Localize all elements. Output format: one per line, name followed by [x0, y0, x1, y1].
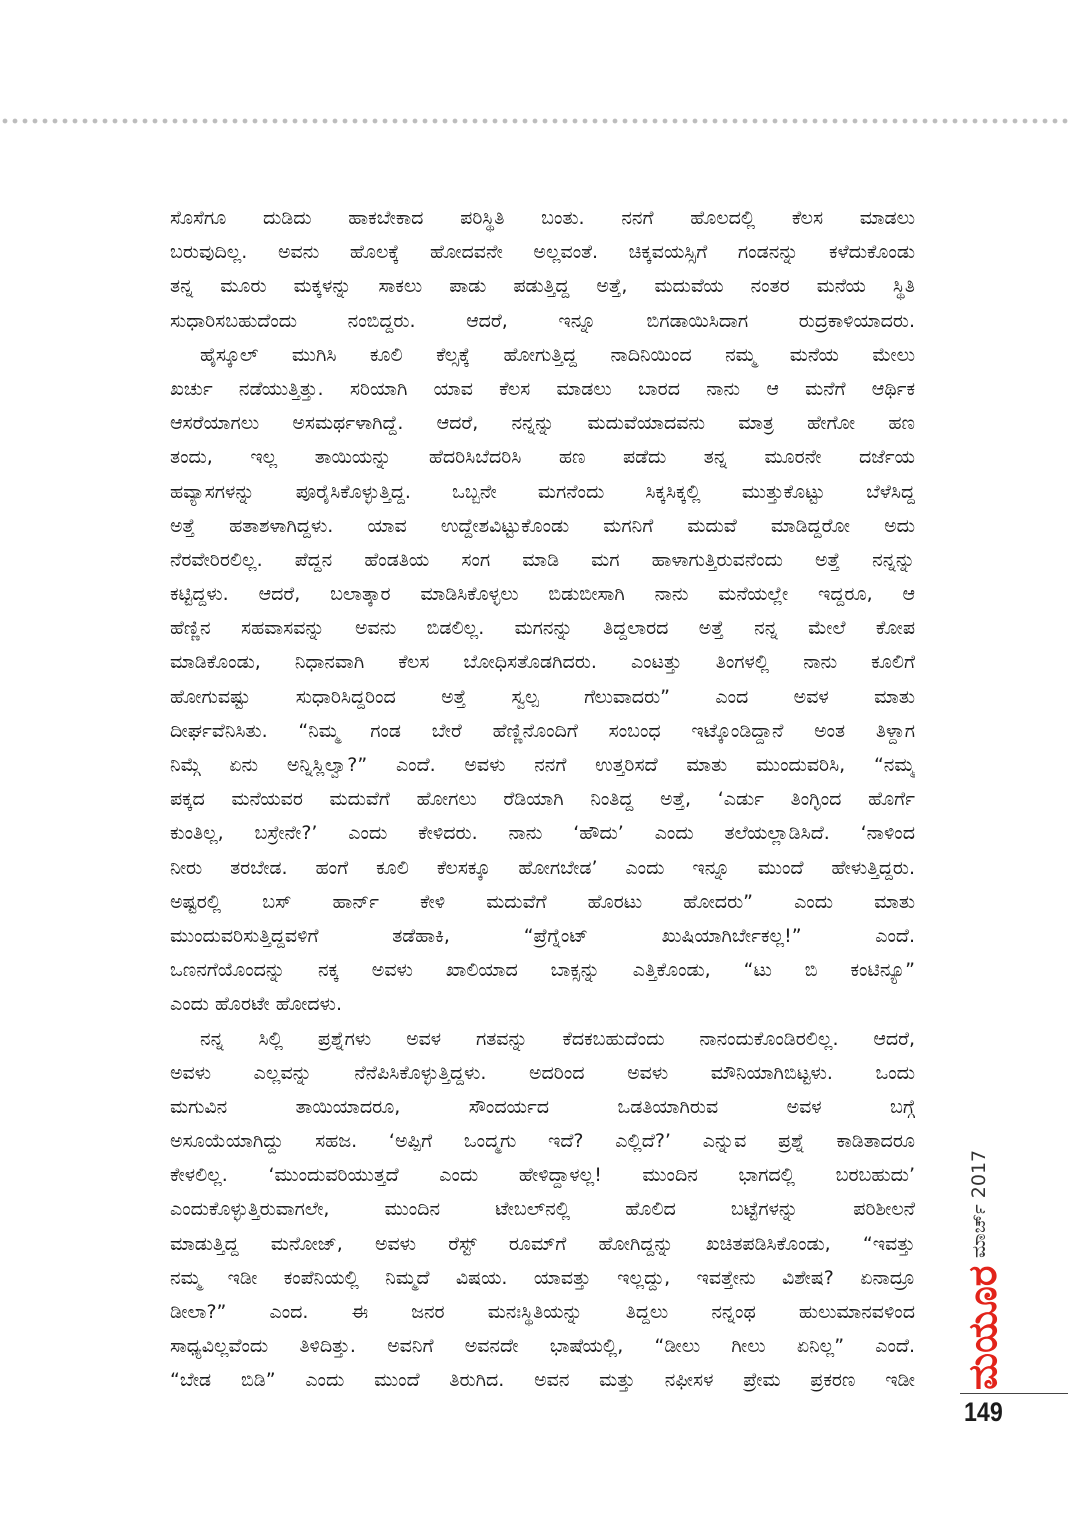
text-line: ಪಕ್ಕದ ಮನೆಯವರ ಮದುವೆಗೆ ಹೋಗಲು ರೆಡಿಯಾಗಿ ನಿಂತಿದ್ದ ಅತ್ತೆ, ‘ಎರ್ಡು ತಿಂಗ್ಳಿಂದ ಹೊರ್ಗೆ: [170, 788, 915, 811]
text-line: ದೀರ್ಘವೆನಿಸಿತು. “ನಿಮ್ಮ ಗಂಡ ಬೇರೆ ಹೆಣ್ಣಿನೊಂದಿಗೆ ಸಂಬಂಧ ಇಟ್ಕೊಂಡಿದ್ದಾನೆ ಅಂತ ತಿಳ್ದಾಗ: [170, 719, 915, 742]
text-line: ಒಣನಗೆಯೊಂದನ್ನು ನಕ್ಕ ಅವಳು ಖಾಲಿಯಾದ ಬಾಕ್ಸನ್ನು ಎತ್ತಿಕೊಂಡು, “ಟು ಬಿ ಕಂಟಿನ್ಯೂ”: [170, 959, 915, 982]
text-line: ಕೇಳಲಿಲ್ಲ. ‘ಮುಂದುವರಿಯುತ್ತದೆ ಎಂದು ಹೇಳಿದ್ದಾಳಲ್ಲ! ಮುಂದಿನ ಭಾಗದಲ್ಲಿ ಬರಬಹುದು’: [170, 1164, 915, 1187]
text-line: ಹವ್ಯಾಸಗಳನ್ನು ಪೂರೈಸಿಕೊಳ್ಳುತ್ತಿದ್ದ. ಒಬ್ಬನೇ ಮಗನೆಂದು ಸಿಕ್ಕಸಿಕ್ಕಲ್ಲಿ ಮುತ್ತುಕೊಟ್ಟು ಬೆಳೆಸಿದ್ದ: [170, 480, 915, 503]
text-line: ಮಗುವಿನ ತಾಯಿಯಾದರೂ, ಸೌಂದರ್ಯದ ಒಡತಿಯಾಗಿರುವ ಅವಳ ಬಗ್ಗೆ: [170, 1095, 915, 1118]
text-line: ಹೋಗುವಷ್ಟು ಸುಧಾರಿಸಿದ್ದರಿಂದ ಅತ್ತೆ ಸ್ವಲ್ಪ ಗೆಲುವಾದರು” ಎಂದ ಅವಳ ಮಾತು: [170, 685, 915, 708]
text-line: ಎಂದು ಹೊರಟೇ ಹೋದಳು.: [170, 993, 342, 1016]
text-line: ಹೆಣ್ಣಿನ ಸಹವಾಸವನ್ನು ಅವನು ಬಿಡಲಿಲ್ಲ. ಮಗನನ್ನು ತಿದ್ದಲಾರದ ಅತ್ತೆ ನನ್ನ ಮೇಲೆ ಕೋಪ: [170, 617, 915, 640]
text-line: ಅಸೂಯೆಯಾಗಿದ್ದು ಸಹಜ. ‘ಅಪ್ಪಿಗೆ ಒಂದ್ಮಗು ಇದೆ? ಎಲ್ಲಿದೆ?’ ಎನ್ನುವ ಪ್ರಶ್ನೆ ಕಾಡಿತಾದರೂ: [170, 1130, 915, 1153]
paragraph: [170, 1022, 915, 1398]
text-line: ಮಾಡುತ್ತಿದ್ದ ಮನೋಜ್, ಅವಳು ರೆಸ್ಟ್ ರೂಮ್‌ಗೆ ಹೋಗಿದ್ದನ್ನು ಖಚಿತಪಡಿಸಿಕೊಂಡು, “ಇವತ್ತು: [170, 1232, 915, 1255]
text-line: ಅವಳು ಎಲ್ಲವನ್ನು ನೆನೆಪಿಸಿಕೊಳ್ಳುತ್ತಿದ್ದಳು. ಅದರಿಂದ ಅವಳು ಮೌನಿಯಾಗಿಬಿಟ್ಟಳು. ಒಂದು: [170, 1061, 915, 1084]
text-line: ತಂದು, ಇಲ್ಲ ತಾಯಿಯನ್ನು ಹೆದರಿಸಿಬೆದರಿಸಿ ಹಣ ಪಡೆದು ತನ್ನ ಮೂರನೇ ದರ್ಜೆಯ: [170, 446, 915, 469]
issue-date: ಮಾರ್ಚ್ 2017: [968, 1149, 990, 1258]
text-line: ನಮ್ಮ ಇಡೀ ಕಂಪೆನಿಯಲ್ಲಿ ನಿಮ್ಮದೆ ವಿಷಯ. ಯಾವತ್ತು ಇಲ್ಲದ್ದು, ಇವತ್ತೇನು ವಿಶೇಷ? ಏನಾದ್ರೂ: [170, 1266, 915, 1289]
text-line: ಮುಂದುವರಿಸುತ್ತಿದ್ದವಳಿಗೆ ತಡೆಹಾಕಿ, “ಪ್ರೆಗ್ನೆಂಟ್ ಖುಷಿಯಾಗಿರ್ಬೇಕಲ್ಲ!” ಎಂದೆ.: [170, 924, 915, 947]
text-line: ಕುಂತಿಲ್ಲ, ಬಸ್ರೇನೇ?’ ಎಂದು ಕೇಳಿದರು. ನಾನು ‘ಹೌದು’ ಎಂದು ತಲೆಯಲ್ಲಾಡಿಸಿದೆ. ‘ನಾಳಿಂದ: [170, 822, 915, 845]
text-line: ಸುಧಾರಿಸಬಹುದೆಂದು ನಂಬಿದ್ದರು. ಆದರೆ, ಇನ್ನೂ ಬಿಗಡಾಯಿಸಿದಾಗ ರುದ್ರಕಾಳಿಯಾದರು.: [170, 309, 915, 332]
page-number-rule: [960, 1393, 1068, 1394]
text-line: ಖರ್ಚು ನಡೆಯುತ್ತಿತ್ತು. ಸರಿಯಾಗಿ ಯಾವ ಕೆಲಸ ಮಾಡಲು ಬಾರದ ನಾನು ಆ ಮನೆಗೆ ಆರ್ಥಿಕ: [170, 377, 915, 400]
paragraph: [170, 338, 915, 1022]
text-line: ಅಷ್ಟರಲ್ಲಿ ಬಸ್ ಹಾರ್ನ್ ಕೇಳಿ ಮದುವೆಗೆ ಹೊರಟು ಹೋದರು” ಎಂದು ಮಾತು: [170, 890, 915, 913]
text-line: ಮಾಡಿಕೊಂಡು, ನಿಧಾನವಾಗಿ ಕೆಲಸ ಬೋಧಿಸತೊಡಗಿದರು. ಎಂಟತ್ತು ತಿಂಗಳಲ್ಲಿ ನಾನು ಕೂಲಿಗೆ: [170, 651, 915, 674]
text-line: ನನ್ನ ಸಿಲ್ಲಿ ಪ್ರಶ್ನೆಗಳು ಅವಳ ಗತವನ್ನು ಕೆದಕಬಹುದೆಂದು ನಾನಂದುಕೊಂಡಿರಲಿಲ್ಲ. ಆದರೆ,: [200, 1027, 915, 1050]
text-line: ತನ್ನ ಮೂರು ಮಕ್ಕಳನ್ನು ಸಾಕಲು ಪಾಡು ಪಡುತ್ತಿದ್ದ ಅತ್ತೆ, ಮದುವೆಯ ನಂತರ ಮನೆಯ ಸ್ಥಿತಿ: [170, 275, 915, 298]
dotted-header-rule: [0, 118, 1072, 124]
text-line: ಹೈಸ್ಕೂಲ್ ಮುಗಿಸಿ ಕೂಲಿ ಕೆಲ್ಸಕ್ಕೆ ಹೋಗುತ್ತಿದ್ದ ನಾದಿನಿಯಿಂದ ನಮ್ಮ ಮನೆಯ ಮೇಲು: [200, 343, 915, 366]
text-line: ಎಂದುಕೊಳ್ಳುತ್ತಿರುವಾಗಲೇ, ಮುಂದಿನ ಟೇಬಲ್‌ನಲ್ಲಿ ಹೊಲಿದ ಬಟ್ಟೆಗಳನ್ನು ಪರಿಶೀಲನೆ: [170, 1198, 915, 1221]
paragraph: [170, 201, 915, 338]
text-line: ಡೀಲಾ?” ಎಂದ. ಈ ಜನರ ಮನಃಸ್ಥಿತಿಯನ್ನು ತಿದ್ದಲು ನನ್ನಂಥ ಹುಲುಮಾನವಳಿಂದ: [170, 1301, 915, 1323]
text-line: ಸಾಧ್ಯವಿಲ್ಲವೆಂದು ತಿಳಿದಿತ್ತು. ಅವನಿಗೆ ಅವನದೇ ಭಾಷೆಯಲ್ಲಿ, “ಡೀಲು ಗೀಲು ಏನಿಲ್ಲ” ಎಂದೆ.: [170, 1335, 915, 1358]
text-line: ನಿಮ್ಗೆ ಏನು ಅನ್ನಿಸ್ಲಿಲ್ವಾ?” ಎಂದೆ. ಅವಳು ನನಗೆ ಉತ್ತರಿಸದೆ ಮಾತು ಮುಂದುವರಿಸಿ, “ನಮ್ಮ: [170, 754, 915, 776]
text-line: ನೀರು ತರಬೇಡ. ಹಂಗೆ ಕೂಲಿ ಕೆಲಸಕ್ಕೂ ಹೋಗಬೇಡ’ ಎಂದು ಇನ್ನೂ ಮುಂದೆ ಹೇಳುತ್ತಿದ್ದರು.: [170, 856, 915, 879]
text-line: ಅತ್ತೆ ಹತಾಶಳಾಗಿದ್ದಳು. ಯಾವ ಉದ್ದೇಶವಿಟ್ಟುಕೊಂಡು ಮಗನಿಗೆ ಮದುವೆ ಮಾಡಿದ್ದರೋ ಅದು: [170, 514, 915, 537]
text-line: ಕಟ್ಟಿದ್ದಳು. ಆದರೆ, ಬಲಾತ್ಕಾರ ಮಾಡಿಸಿಕೊಳ್ಳಲು ಬಿಡುಬೀಸಾಗಿ ನಾನು ಮನೆಯಲ್ಲೇ ಇದ್ದರೂ, ಆ: [170, 583, 915, 606]
article-body: [170, 201, 915, 1398]
text-line: ಸೊಸೆಗೂ ದುಡಿದು ಹಾಕಬೇಕಾದ ಪರಿಸ್ಥಿತಿ ಬಂತು. ನನಗೆ ಹೊಲದಲ್ಲಿ ಕೆಲಸ ಮಾಡಲು: [170, 207, 915, 229]
text-line: ಆಸರೆಯಾಗಲು ಅಸಮರ್ಥಳಾಗಿದ್ದೆ. ಆದರೆ, ನನ್ನನ್ನು ಮದುವೆಯಾದವನು ಮಾತ್ರ ಹೇಗೋ ಹಣ: [170, 412, 915, 435]
text-line: “ಬೇಡ ಬಿಡಿ” ಎಂದು ಮುಂದೆ ತಿರುಗಿದ. ಅವನ ಮತ್ತು ನಫೀಸಳ ಪ್ರೇಮ ಪ್ರಕರಣ ಇಡೀ: [170, 1369, 915, 1392]
text-line: ಬರುವುದಿಲ್ಲ. ಅವನು ಹೊಲಕ್ಕೆ ಹೋದವನೇ ಅಲ್ಲವಂತೆ. ಚಿಕ್ಕವಯಸ್ಸಿಗೆ ಗಂಡನನ್ನು ಕಳೆದುಕೊಂಡು: [170, 241, 915, 264]
text-line: ನೆರವೇರಿರಲಿಲ್ಲ. ಪೆದ್ದನ ಹೆಂಡತಿಯ ಸಂಗ ಮಾಡಿ ಮಗ ಹಾಳಾಗುತ್ತಿರುವನೆಂದು ಅತ್ತೆ ನನ್ನನ್ನು: [170, 548, 915, 571]
masthead-logo: ಮಯೂರ: [961, 1265, 1006, 1390]
page-number: 149: [964, 1397, 1003, 1427]
